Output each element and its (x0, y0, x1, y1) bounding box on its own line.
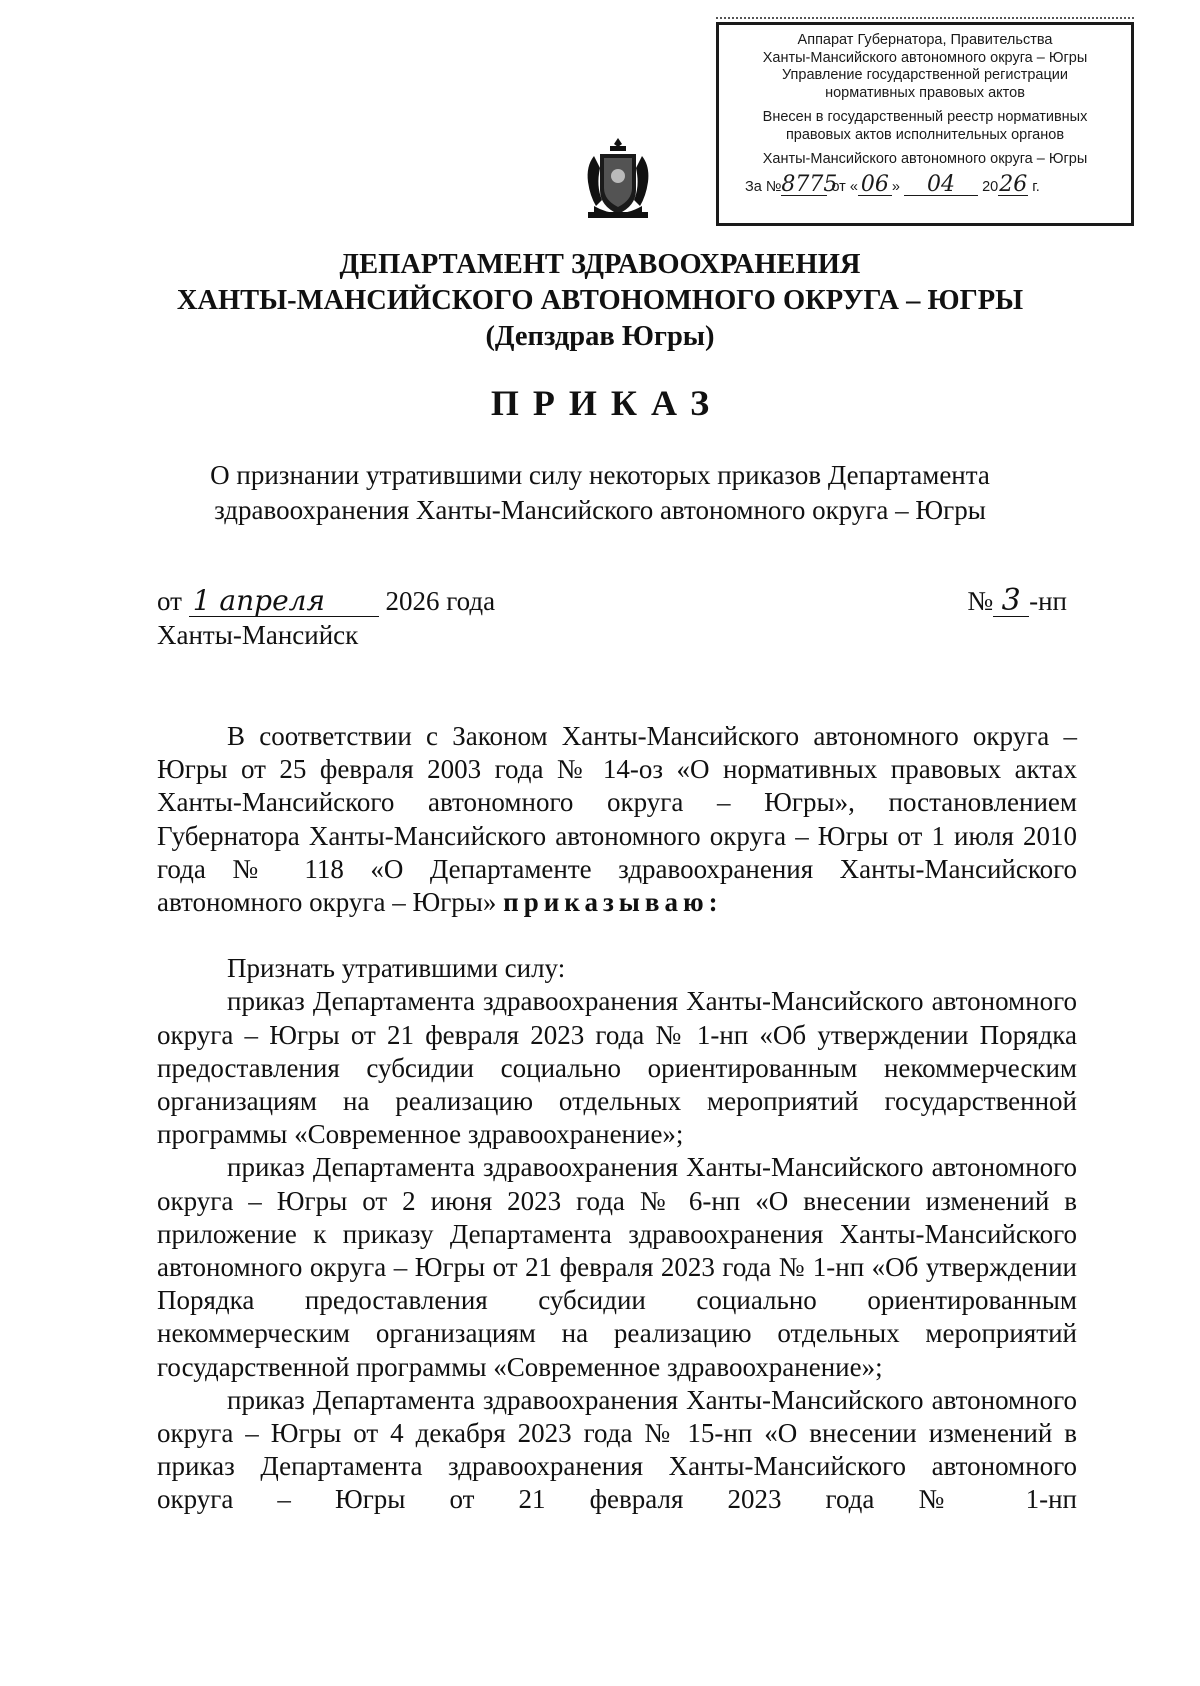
department-region-line: ХАНТЫ-МАНСИЙСКОГО АВТОНОМНОГО ОКРУГА – ЮГРЫ (176, 285, 1024, 316)
repealed-item: приказ Департамента здравоохранения Ханты-Мансийского автономного округа – Югры от 21 февраля 2023 года № 1-нп «Об утверждении Порядка предоставления субсидии социально ориентированным некоммерческим организациям на реализацию отдельных мероприятий государственной программы «Современное здравоохранение»; (157, 986, 1077, 1150)
date-handwritten: 1 апреля (189, 586, 379, 617)
repealed-item: приказ Департамента здравоохранения Ханты-Мансийского автономного округа – Югры от 4 декабря 2023 года № 15-нп «О внесении изменений в приказ Департамента здравоохранения Ханты-Мансийского автономного округа – Югры от 21 февраля 2023 года № 1-нп (157, 1384, 1077, 1515)
number-suffix: -нп (1029, 586, 1067, 616)
document-city: Ханты-Мансийск (157, 620, 359, 650)
coat-of-arms-icon (580, 136, 656, 226)
registration-stamp (716, 22, 1134, 226)
stamp-reg-g: г. (1032, 178, 1040, 195)
stamp-line: нормативных правовых актов (825, 84, 1025, 101)
stamp-line: Управление государственной регистрации (781, 67, 1069, 83)
stamp-line: Ханты-Мансийского автономного округа – Югры (762, 49, 1088, 66)
date-prefix: от (157, 586, 182, 616)
stamp-reg-prefix: За № (745, 178, 782, 195)
number-prefix: № (967, 586, 994, 616)
stamp-line: правовых актов исполнительных органов (785, 126, 1065, 143)
stamp-reg-year-prefix: 20 (982, 178, 999, 195)
document-type-title: ПРИКАЗ (490, 383, 724, 423)
department-name-line: ДЕПАРТАМЕНТ ЗДРАВООХРАНЕНИЯ (339, 249, 861, 280)
stamp-reg-year: 26 (999, 171, 1028, 197)
stamp-line: Аппарат Губернатора, Правительства (797, 32, 1053, 48)
department-short-name: (Депздрав Югры) (485, 321, 715, 352)
stamp-reg-quote: » (891, 178, 900, 195)
document-number (967, 584, 1067, 618)
repealed-item: приказ Департамента здравоохранения Ханты-Мансийского автономного округа – Югры от 2 июня 2023 года № 6-нп «О внесении изменений в приложение к приказу Департамента здравоохранения Ханты-Мансийского автономного округа – Югры от 21 февраля 2023 года № 1-нп «Об утверждении Порядка предоставления субсидии социально ориентированным некоммерческим организациям на реализацию отдельных мероприятий государственной программы «Современное здравоохранение»; (157, 1152, 1077, 1382)
subject-line: здравоохранения Ханты-Мансийского автономного округа – Югры (214, 495, 986, 525)
subject-line: О признании утратившими силу некоторых приказов Департамента (210, 460, 990, 490)
stamp-registration-line (725, 171, 1125, 197)
intro-paragraph: Признать утратившими силу: (227, 953, 566, 984)
document-subject (0, 458, 1200, 528)
preamble-command: приказываю: (503, 887, 723, 918)
number-handwritten: 3 (993, 586, 1029, 617)
stamp-line: Ханты-Мансийского автономного округа – Югры (762, 151, 1088, 167)
stamp-line: Внесен в государственный реестр нормативных (762, 109, 1088, 125)
stamp-reg-number: 8775 (781, 171, 838, 197)
document-body (157, 720, 1077, 1517)
stamp-reg-from: от « (831, 178, 858, 195)
document-date (157, 584, 495, 618)
preamble-text: В соответствии с Законом Ханты-Мансийского автономного округа – Югры от 25 февраля 2003 года № 14-оз «О нормативных правовых актах Ханты-Мансийского автономного округа – Югры», постановлением Губернатора Ханты-Мансийского автономного округа – Югры от 1 июля 2010 года № 118 «О Департаменте здравоохранения Ханты-Мансийского автономного округа – Югры» (157, 721, 1077, 918)
stamp-reg-day: 06 (858, 175, 892, 196)
date-year: 2026 года (385, 586, 496, 616)
stamp-reg-month: 04 (904, 175, 978, 196)
preamble-paragraph (157, 720, 1077, 919)
